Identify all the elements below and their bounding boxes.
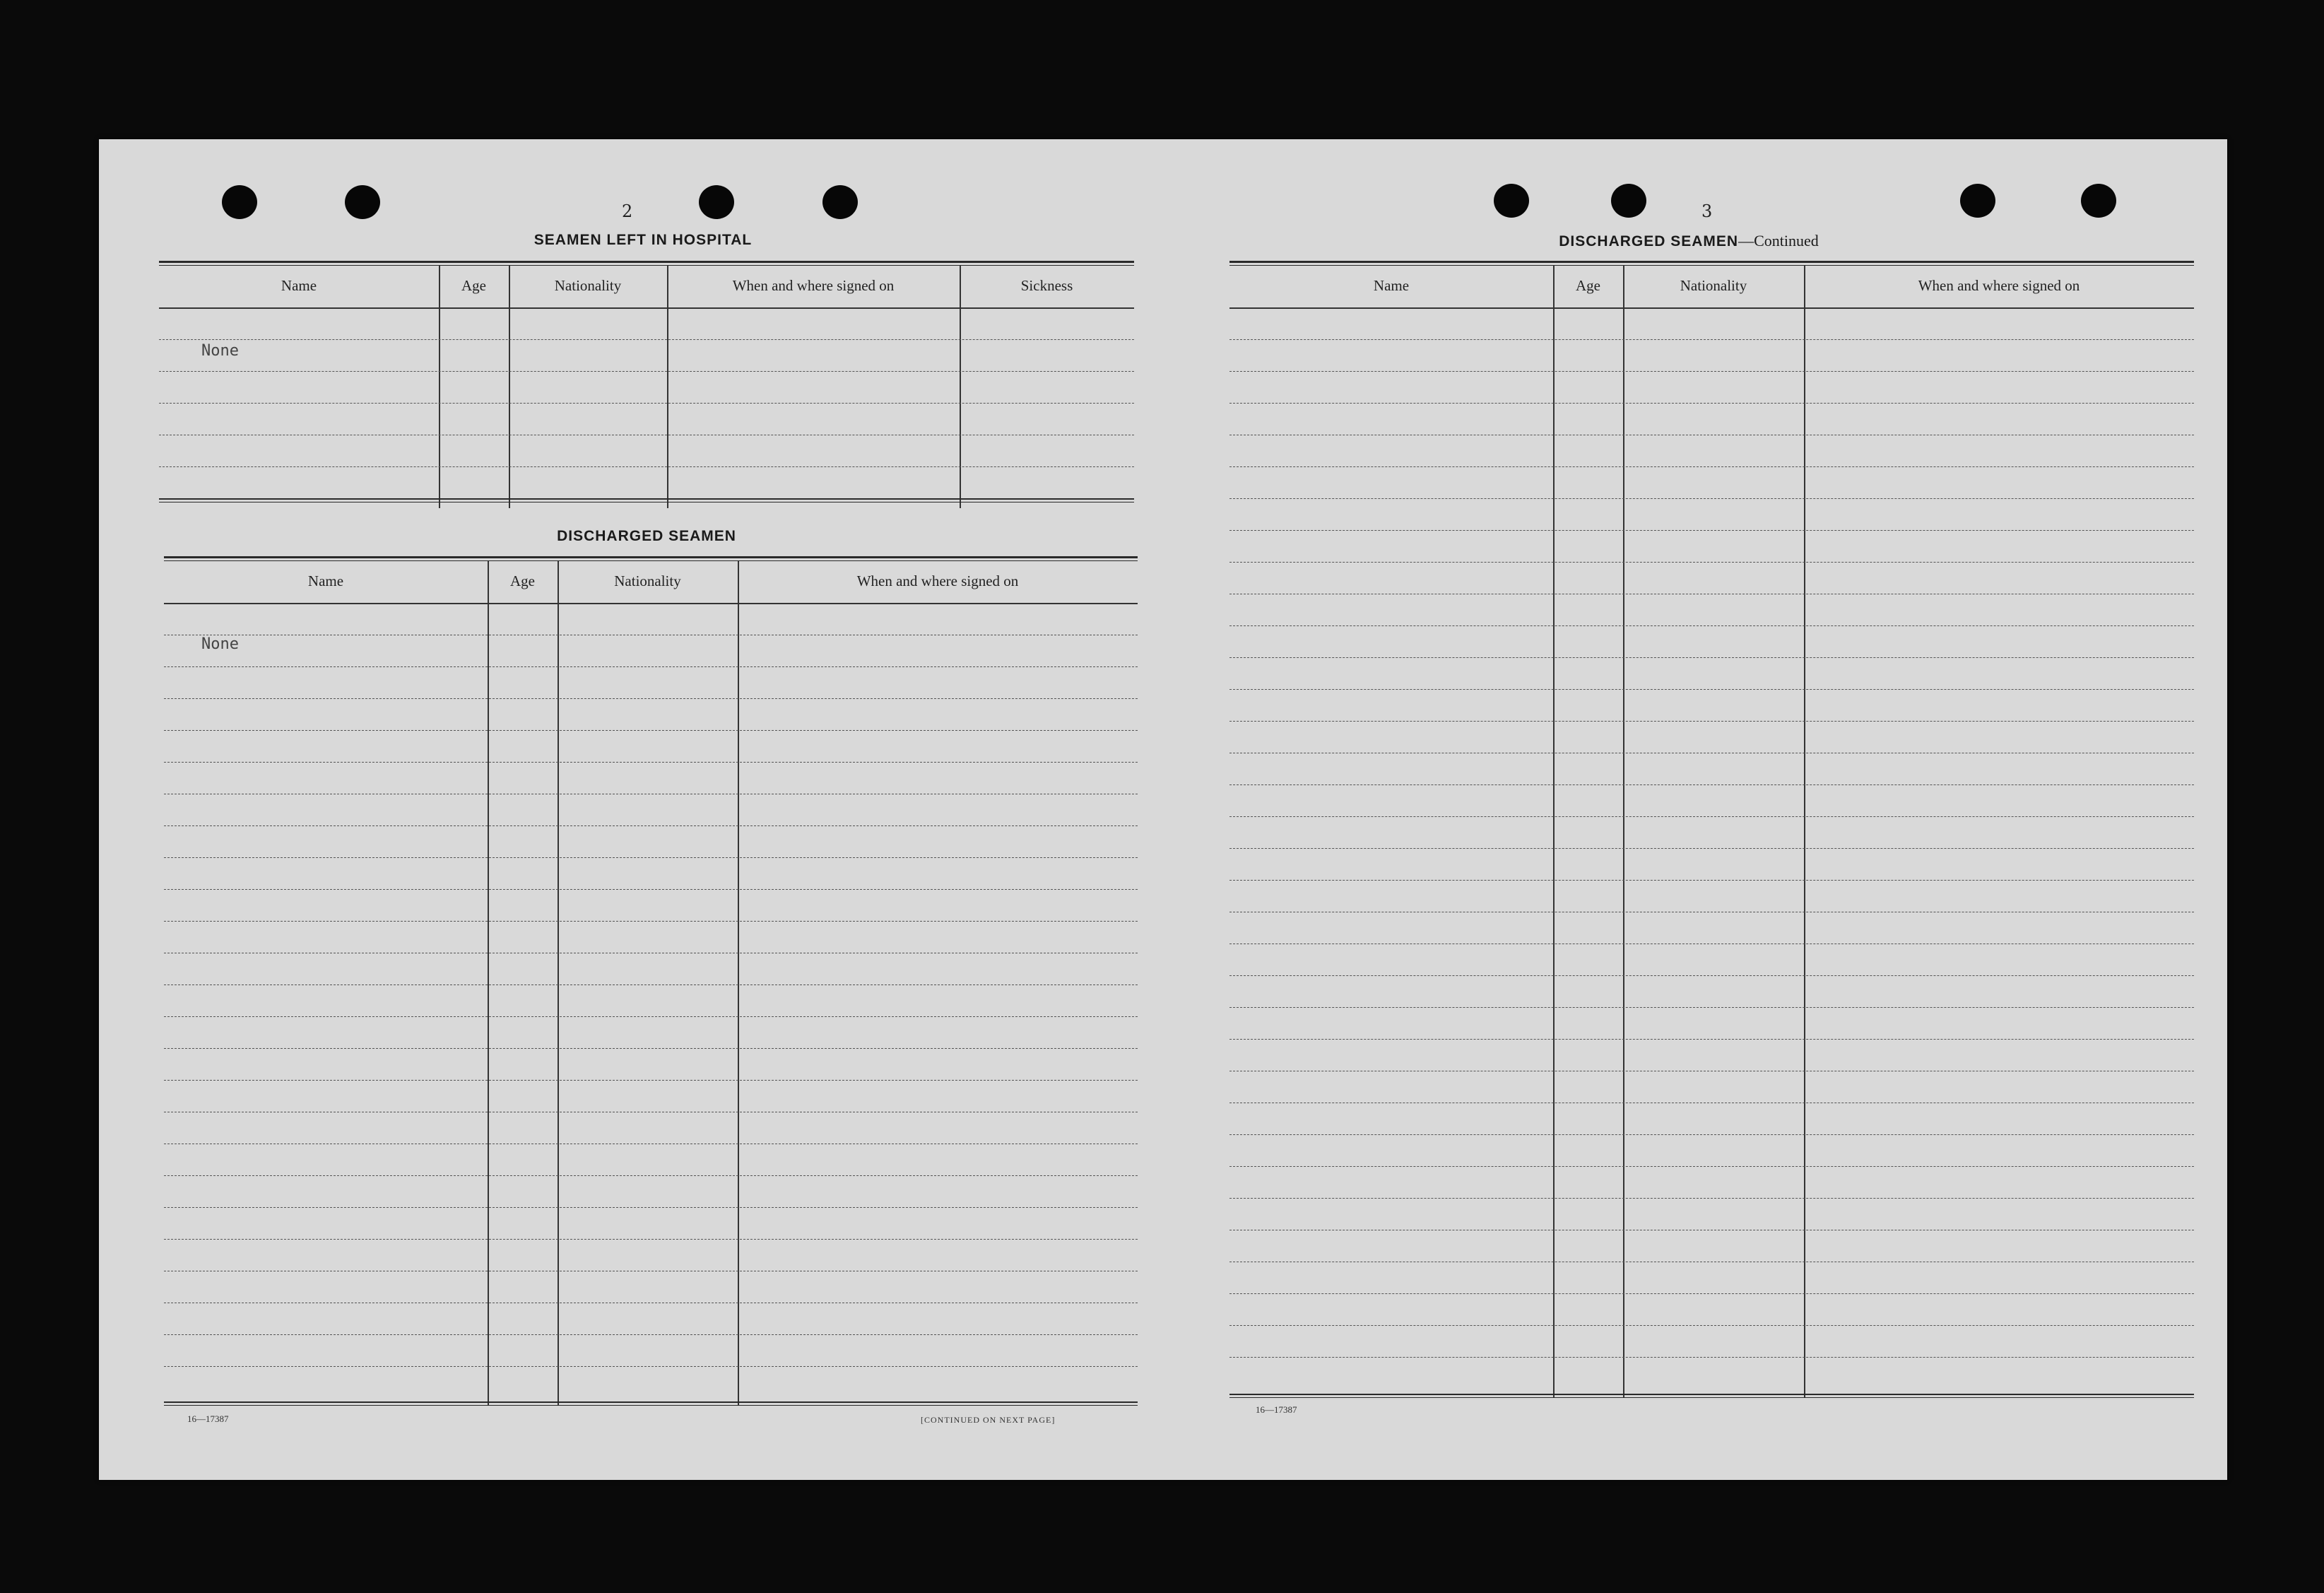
row-line xyxy=(164,762,1138,763)
row-line xyxy=(1229,848,2194,849)
row-line xyxy=(1229,1325,2194,1326)
column-divider xyxy=(738,561,739,1406)
column-divider xyxy=(960,266,961,508)
row-line xyxy=(1229,1357,2194,1358)
row-line xyxy=(164,921,1138,922)
row-line xyxy=(164,666,1138,667)
row-line xyxy=(1229,1134,2194,1135)
header-divider xyxy=(1229,307,2194,309)
column-header-signed-on: When and where signed on xyxy=(732,277,895,294)
row-line xyxy=(159,403,1134,404)
continued-note: [CONTINUED ON NEXT PAGE] xyxy=(921,1415,1056,1425)
section-title-discharged: DISCHARGED SEAMEN xyxy=(557,528,736,544)
page-number-left: 2 xyxy=(622,201,633,221)
column-header-nationality: Nationality xyxy=(1680,277,1747,294)
column-divider xyxy=(1553,266,1555,1398)
row-line xyxy=(164,1048,1138,1049)
discharged-entry: None xyxy=(201,635,239,653)
discharged-table-left xyxy=(164,556,1138,1408)
hospital-table xyxy=(159,261,1134,508)
row-line xyxy=(164,889,1138,890)
punch-hole xyxy=(699,185,734,219)
row-line xyxy=(164,1207,1138,1208)
discharged-table-right xyxy=(1229,261,2194,1400)
column-header-signed-on: When and where signed on xyxy=(856,572,1019,589)
row-line xyxy=(1229,1293,2194,1294)
table-top-rule xyxy=(1229,261,2194,266)
punch-hole xyxy=(345,185,380,219)
header-divider xyxy=(164,603,1138,604)
column-header-age: Age xyxy=(461,277,486,294)
document-sheet xyxy=(99,139,2227,1480)
punch-hole xyxy=(1960,184,1995,218)
column-divider xyxy=(1804,266,1805,1398)
header-divider xyxy=(159,307,1134,309)
table-bottom-rule xyxy=(159,498,1134,502)
row-line xyxy=(159,466,1134,467)
row-line xyxy=(1229,880,2194,881)
row-line xyxy=(164,1175,1138,1176)
row-line xyxy=(164,1366,1138,1367)
row-line xyxy=(1229,403,2194,404)
column-divider xyxy=(488,561,489,1406)
row-line xyxy=(164,984,1138,985)
row-line xyxy=(164,1334,1138,1335)
punch-hole xyxy=(222,185,257,219)
row-line xyxy=(1229,625,2194,626)
row-line xyxy=(1229,562,2194,563)
hospital-entry: None xyxy=(201,342,239,360)
row-line xyxy=(164,825,1138,826)
row-line xyxy=(1229,498,2194,499)
column-header-signed-on: When and where signed on xyxy=(1918,277,2080,294)
column-header-nationality: Nationality xyxy=(614,572,681,589)
punch-hole xyxy=(2081,184,2116,218)
row-line xyxy=(1229,721,2194,722)
row-line xyxy=(164,1080,1138,1081)
row-line xyxy=(164,1239,1138,1240)
row-line xyxy=(1229,689,2194,690)
punch-hole xyxy=(1611,184,1646,218)
row-line xyxy=(1229,1198,2194,1199)
column-header-name: Name xyxy=(307,572,344,589)
section-title-discharged-continued xyxy=(1229,232,2148,250)
row-line xyxy=(1229,1166,2194,1167)
column-divider xyxy=(1623,266,1624,1398)
punch-hole xyxy=(1494,184,1529,218)
row-line xyxy=(1229,466,2194,467)
row-line xyxy=(1229,975,2194,976)
table-bottom-rule xyxy=(1229,1394,2194,1398)
column-header-age: Age xyxy=(510,572,535,589)
section-title-main: DISCHARGED SEAMEN xyxy=(1559,233,1739,249)
column-header-age: Age xyxy=(1576,277,1600,294)
column-divider xyxy=(439,266,440,508)
table-bottom-rule xyxy=(164,1401,1138,1406)
row-line xyxy=(159,339,1134,340)
punch-hole xyxy=(822,185,858,219)
row-line xyxy=(1229,784,2194,785)
form-number-left: 16—17387 xyxy=(187,1413,229,1424)
row-line xyxy=(1229,1007,2194,1008)
column-header-name: Name xyxy=(281,277,317,294)
row-line xyxy=(164,1016,1138,1017)
row-line xyxy=(164,698,1138,699)
section-title-hospital: SEAMEN LEFT IN HOSPITAL xyxy=(533,232,753,248)
form-number-right: 16—17387 xyxy=(1256,1404,1297,1415)
row-line xyxy=(164,857,1138,858)
row-line xyxy=(1229,530,2194,531)
row-line xyxy=(1229,371,2194,372)
page-number-right: 3 xyxy=(1701,201,1713,221)
column-header-nationality: Nationality xyxy=(554,277,622,294)
row-line xyxy=(164,730,1138,731)
section-title-continued: —Continued xyxy=(1738,232,1819,249)
column-divider xyxy=(667,266,668,508)
row-line xyxy=(1229,339,2194,340)
table-top-rule xyxy=(164,556,1138,561)
column-header-sickness: Sickness xyxy=(1020,277,1073,294)
row-line xyxy=(1229,816,2194,817)
row-line xyxy=(159,371,1134,372)
column-header-name: Name xyxy=(1373,277,1410,294)
row-line xyxy=(1229,1039,2194,1040)
column-divider xyxy=(509,266,510,508)
row-line xyxy=(1229,657,2194,658)
table-top-rule xyxy=(159,261,1134,266)
column-divider xyxy=(558,561,559,1406)
